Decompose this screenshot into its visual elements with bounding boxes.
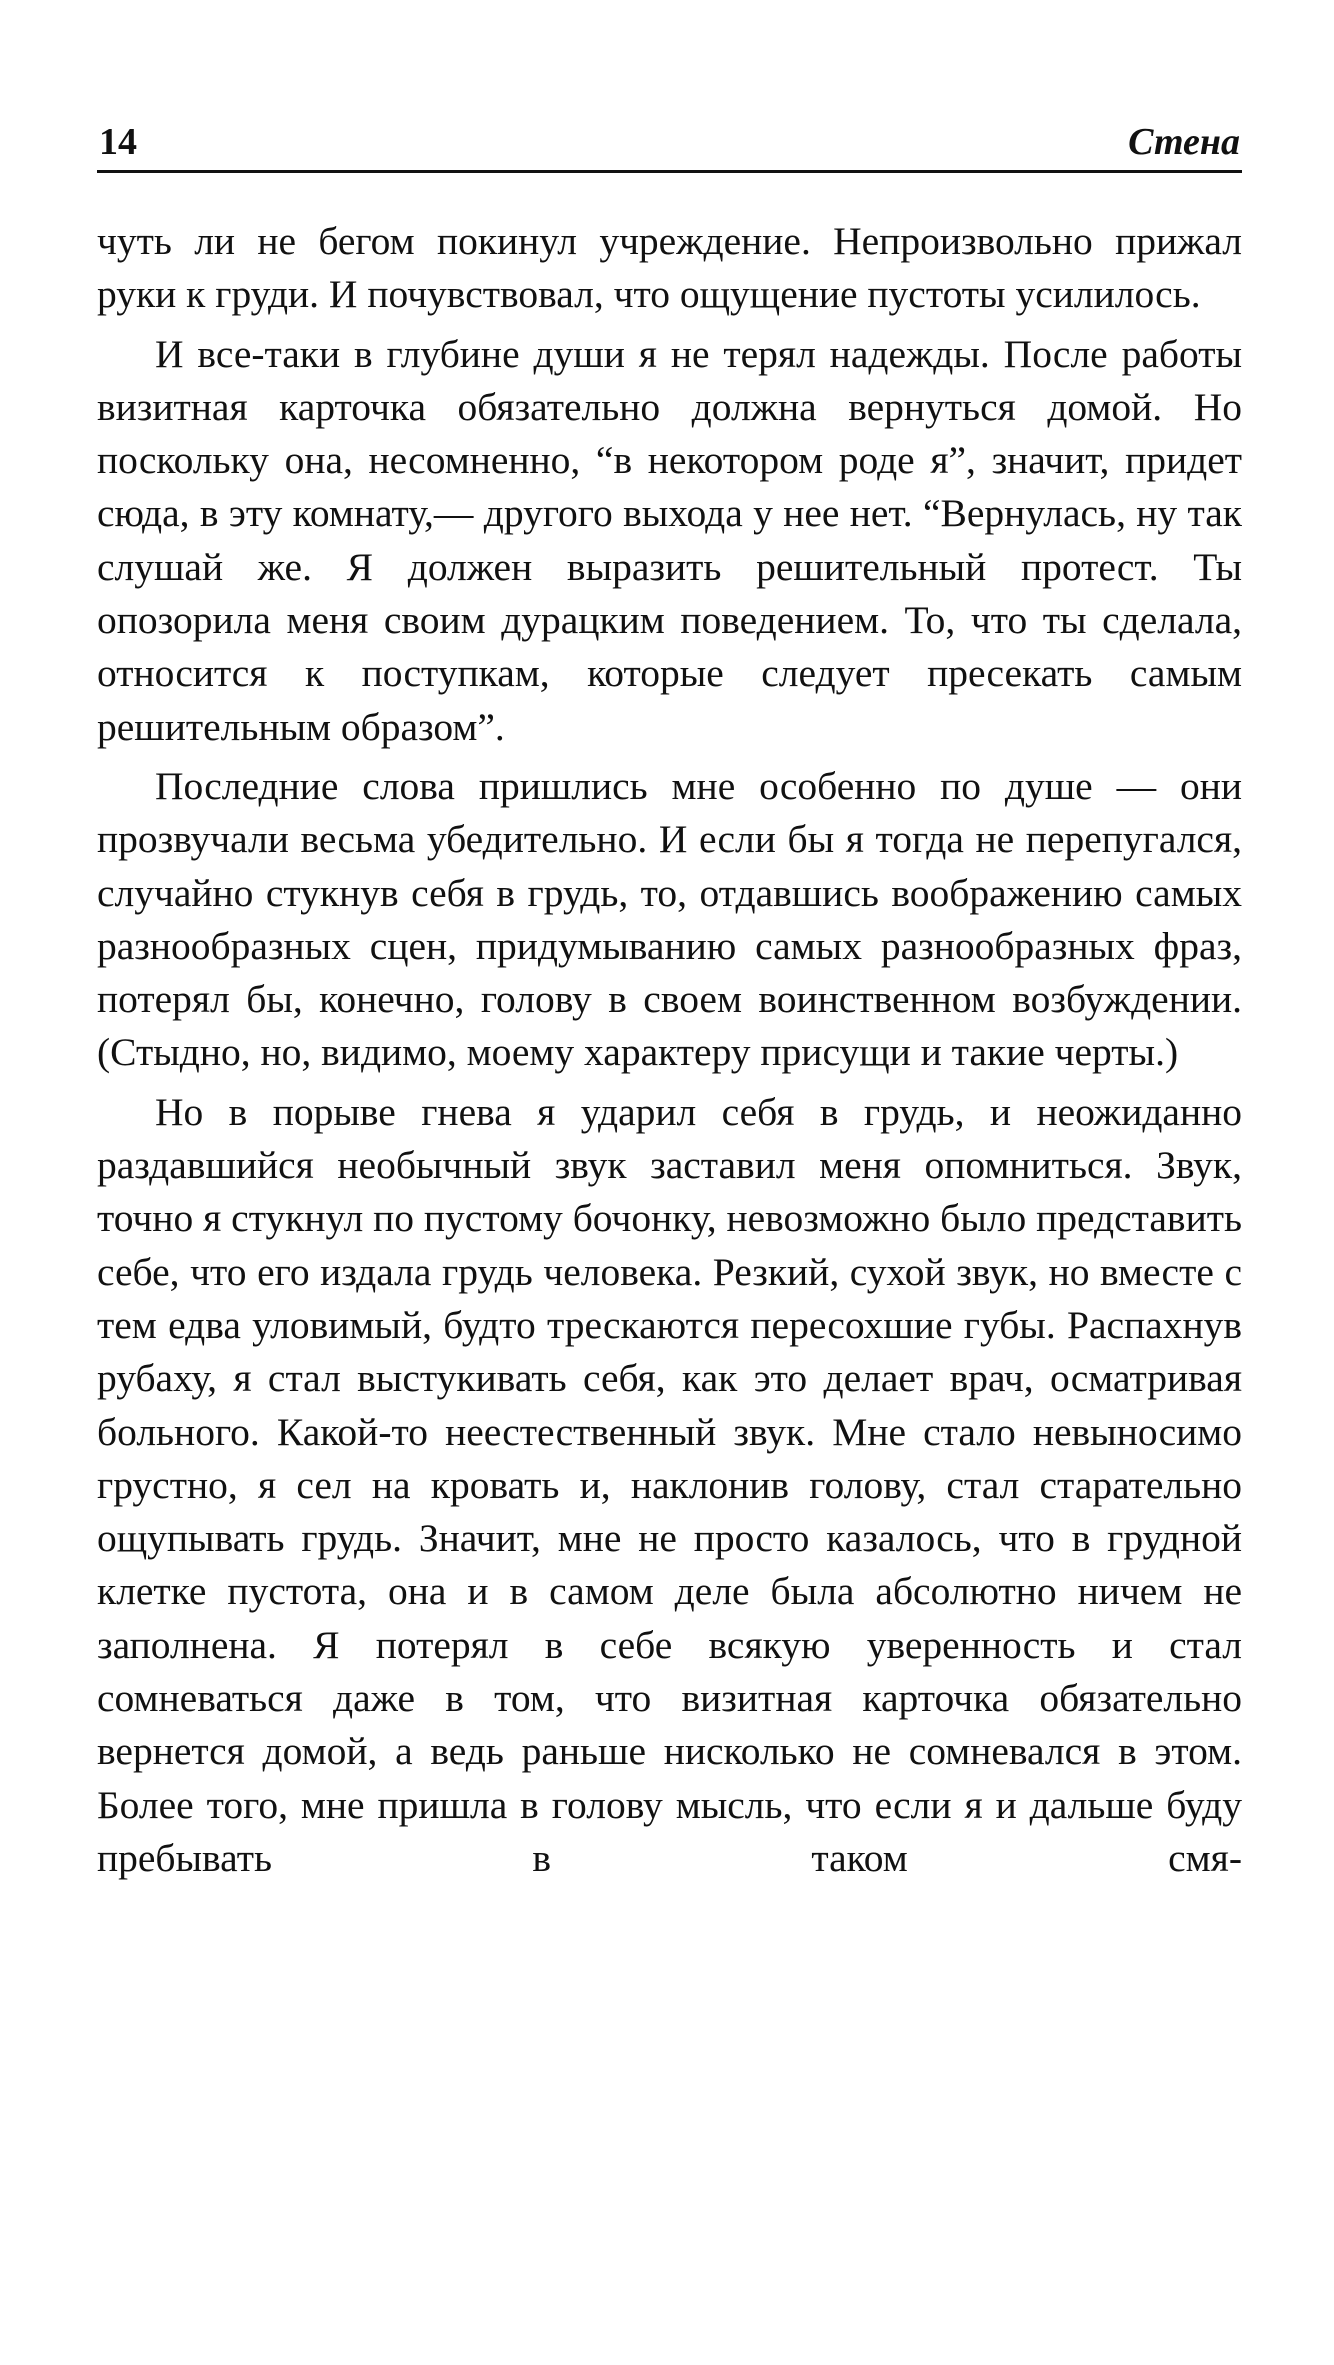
page-number: 14 — [99, 121, 137, 163]
running-head — [97, 118, 1242, 173]
paragraph-1: чуть ли не бегом покинул учреждение. Непроизвольно прижал руки к груди. И почувствовал, что ощущение пустоты усилилось. — [97, 219, 1242, 317]
running-title: Стена — [1128, 121, 1240, 163]
paragraph-4: Но в порыве гнева я ударил себя в грудь, и неожиданно раздавшийся необычный звук заставил меня опомниться. Звук, точно я стукнул по пустому бочонку, невозможно было представить себе, что его издала грудь человека. Резкий, сухой звук, но вместе с тем едва уловимый, будто трескаются пересохшие губы. Распахнув рубаху, я стал выстукивать себя, как это делает врач, осматривая больного. Какой-то неестественный звук. Мне стало невыносимо грустно, я сел на кровать и, наклонив голову, стал старательно ощупывать грудь. Значит, мне не просто казалось, что в грудной клетке пустота, она и в самом деле была абсолютно ничем не заполнена. Я потерял в себе всякую уверенность и стал сомневаться даже в том, что визитная карточка обязательно вернется домой, а ведь раньше нисколько не сомневался в этом. Более того, мне пришла в голову мысль, что если я и дальше буду пребывать в таком смя- — [97, 1089, 1242, 1880]
book-page — [97, 118, 1242, 1891]
paragraph-3: Последние слова пришлись мне особенно по душе — они прозвучали весьма убедительно. И если бы я тогда не перепугался, случайно стукнув себя в грудь, то, отдавшись воображению самых разнообразных сцен, придумыванию самых разнообразных фраз, потерял бы, конечно, голову в своем воинственном возбуждении. (Стыдно, но, видимо, моему характеру присущи и такие черты.) — [97, 763, 1242, 1075]
paragraph-2: И все-таки в глубине души я не терял надежды. После работы визитная карточка обязательно должна вернуться домой. Но поскольку она, несомненно, “в некотором роде я”, значит, придет сюда, в эту комнату,— другого выхода у нее нет. “Вернулась, ну так слушай же. Я должен выразить решительный протест. Ты опозорила меня своим дурацким поведением. То, что ты сделала, относится к поступкам, которые следует пресекать самым решительным образом”. — [97, 331, 1242, 749]
body-text — [97, 215, 1242, 1885]
